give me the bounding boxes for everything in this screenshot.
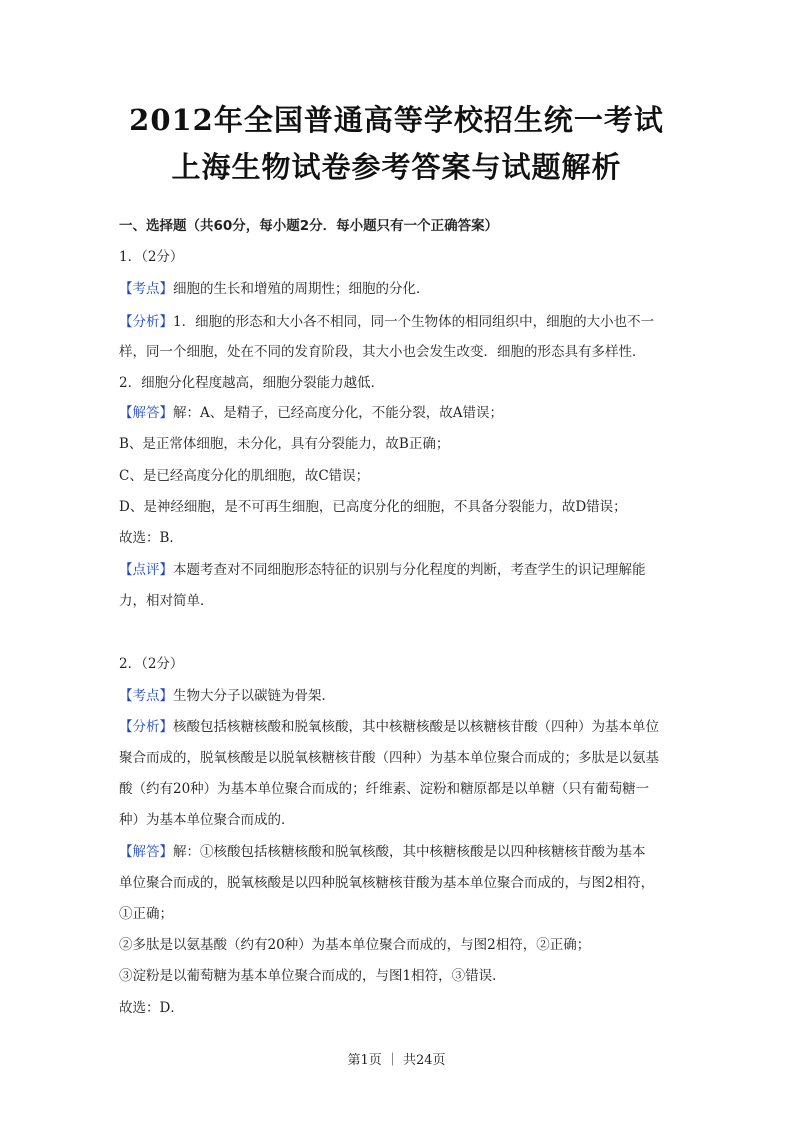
kaodian-tag: 【考点】: [119, 688, 173, 704]
title-line-1: 2012年全国普通高等学校招生统一考试: [129, 103, 664, 137]
q1-fenxi-text-2: 样，同一个细胞，处在不同的发育阶段，其大小也会发生改变．细胞的形态具有多样性．: [119, 344, 646, 360]
q2-fenxi-text-4: 种）为基本单位聚合而成的．: [119, 812, 295, 828]
q2-answer: 故选：D．: [119, 1000, 184, 1016]
q2-jieda-text-1: 解：①核酸包括核糖核酸和脱氧核酸，其中核糖核酸是以四种核糖核苷酸为基本: [173, 844, 646, 860]
q2-fenxi-text-2: 聚合而成的，脱氧核酸是以脱氧核糖核苷酸（四种）为基本单位聚合而成的；多肽是以氨基: [119, 750, 659, 766]
q2-jieda-text-4: ②多肽是以氨基酸（约有20种）为基本单位聚合而成的，与图2相符，②正确；: [119, 937, 591, 953]
q1-dianping-text-1: 本题考查对不同细胞形态特征的识别与分化程度的判断，考查学生的识记理解能: [173, 562, 646, 578]
q1-kaodian-line: [119, 279, 679, 299]
q1-fenxi-text-3: 2．细胞分化程度越高，细胞分裂能力越低．: [119, 375, 385, 391]
q1-number: 1．（2分）: [119, 249, 184, 265]
q2-jieda-text-2: 单位聚合而成的，脱氧核酸是以四种脱氧核糖核苷酸为基本单位聚合而成的，与图2相符，: [119, 875, 655, 891]
page-footer: 第1页 ｜ 共24页: [347, 1053, 446, 1068]
q2-fenxi-text-3: 酸（约有20种）为基本单位聚合而成的；纤维素、淀粉和糖原都是以单糖（只有葡萄糖一: [119, 781, 650, 797]
q1-jieda-text-2: B、是正常体细胞，未分化，具有分裂能力，故B正确；: [119, 436, 450, 452]
q1-dianping-text-2: 力，相对简单．: [119, 593, 214, 609]
q2-number: 2．（2分）: [119, 656, 184, 672]
q2-kaodian-text: 生物大分子以碳链为骨架．: [173, 688, 335, 704]
title-line-2: 上海生物试卷参考答案与试题解析: [171, 150, 622, 184]
q1-jieda-line: [119, 403, 679, 423]
section-header: 一、选择题（共60分，每小题2分．每小题只有一个正确答案）: [119, 218, 499, 234]
q1-dianping-line: [119, 560, 679, 580]
q1-jieda-text-4: D、是神经细胞，是不可再生细胞，已高度分化的细胞，不具备分裂能力，故D错误；: [119, 499, 627, 515]
fenxi-tag: 【分析】: [119, 314, 173, 330]
q2-fenxi-line: [119, 717, 679, 737]
q1-fenxi-text-1: 1．细胞的形态和大小各不相同，同一个生物体的相同组织中，细胞的大小也不一: [173, 314, 655, 330]
dianping-tag: 【点评】: [119, 562, 173, 578]
q2-jieda-text-3: ①正确；: [119, 906, 173, 922]
kaodian-tag: 【考点】: [119, 281, 173, 297]
jieda-tag: 【解答】: [119, 844, 173, 860]
jieda-tag: 【解答】: [119, 405, 173, 421]
q1-fenxi-line: [119, 312, 679, 332]
q1-jieda-text-3: C、是已经高度分化的肌细胞，故C错误；: [119, 468, 370, 484]
q2-jieda-line: [119, 842, 679, 862]
q1-jieda-text-1: 解：A、是精子，已经高度分化，不能分裂，故A错误；: [173, 405, 503, 421]
fenxi-tag: 【分析】: [119, 719, 173, 735]
q1-answer: 故选：B．: [119, 530, 183, 546]
q2-fenxi-text-1: 核酸包括核糖核酸和脱氧核酸，其中核糖核酸是以核糖核苷酸（四种）为基本单位: [173, 719, 659, 735]
q1-kaodian-text: 细胞的生长和增殖的周期性；细胞的分化．: [173, 281, 430, 297]
q2-kaodian-line: [119, 686, 679, 706]
q2-jieda-text-5: ③淀粉是以葡萄糖为基本单位聚合而成的，与图1相符，③错误．: [119, 968, 506, 984]
